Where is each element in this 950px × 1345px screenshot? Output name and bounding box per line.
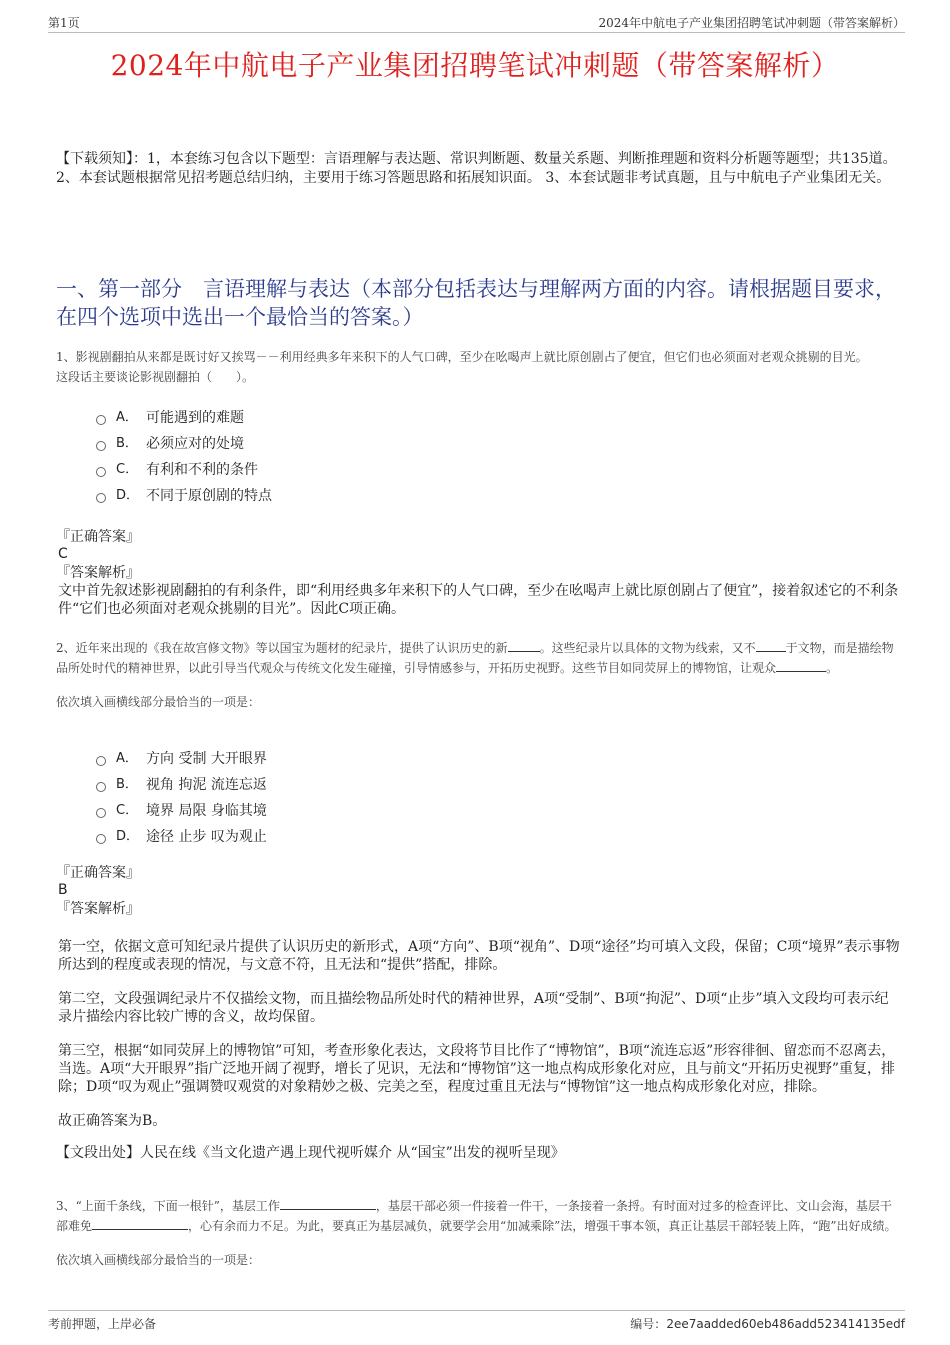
radio-icon[interactable] [96, 441, 106, 451]
question-2-stem: 2、近年来出现的《我在故宫修文物》等以国宝为题材的纪录片，提供了认识历史的新 。这些纪录片以具体的文物为线索，又不 于文物，而是描绘物品所处时代的精神世界，以此引导当代观众与传统文化发生碰撞，引导情感参与，开拓历史视野。这些节目如同荧屏上的博物馆，让观众 。 [56, 641, 894, 675]
radio-icon[interactable] [96, 834, 106, 844]
question-2-option-d[interactable]: D． 途径 止步 叹为观止 [96, 824, 267, 850]
header-doc-title: 2024年中航电子产业集团招聘笔试冲刺题（带答案解析） [598, 16, 905, 30]
question-2-option-b[interactable]: B． 视角 拘泥 流连忘返 [96, 772, 267, 798]
question-2-option-c[interactable]: C． 境界 局限 身临其境 [96, 798, 267, 824]
blank-line [776, 659, 826, 672]
radio-icon[interactable] [96, 756, 106, 766]
radio-icon[interactable] [96, 782, 106, 792]
page-header [48, 12, 905, 33]
analysis-paragraph-4: 故正确答案为B。 [58, 1113, 167, 1129]
radio-icon[interactable] [96, 467, 106, 477]
analysis-paragraph-1: 第一空，依据文意可知纪录片提供了认识历史的新形式，A项“方向”、B项“视角”、D项“途径”均可填入文段，保留；C项“境界”表示事物所达到的程度或表现的情况，与文意不符，且无法和“提供”搭配，排除。 [58, 939, 900, 973]
source-citation: 【文段出处】人民在线《当文化遗产遇上现代视听媒介 从“国宝”出发的视听呈现》 [56, 1145, 565, 1161]
question-1 [56, 347, 902, 387]
blank-line [280, 1197, 376, 1210]
analysis-paragraph-2: 第二空，文段强调纪录片不仅描绘文物，而且描绘物品所处时代的精神世界，A项“受制”、B项“拘泥”、D项“止步”填入文段均可表示纪录片描绘内容比较广博的含义，故均保留。 [58, 991, 889, 1025]
question-1-stem: 1、影视剧翻拍从来都是既讨好又挨骂－－利用经典多年来积下的人气口碑，至少在吆喝声上就比原创剧占了便宜，但它们也必须面对老观众挑剔的目光。 [56, 350, 868, 364]
page-number: 第1页 [48, 16, 80, 30]
question-1-prompt: 这段话主要谈论影视剧翻拍（ ）。 [56, 370, 255, 384]
question-2-answer-block [56, 864, 902, 1162]
question-1-options [96, 405, 272, 509]
radio-icon[interactable] [96, 808, 106, 818]
answer-label: 『正确答案』 [56, 865, 140, 881]
question-1-option-d[interactable]: D． 不同于原创剧的特点 [96, 483, 272, 509]
question-3-prompt: 依次填入画横线部分最恰当的一项是： [56, 1253, 261, 1267]
question-2-prompt: 依次填入画横线部分最恰当的一项是： [56, 695, 261, 709]
footer-slogan: 考前押题，上岸必备 [48, 1317, 157, 1331]
question-3 [56, 1196, 902, 1270]
download-notice: 【下载须知】：1，本套练习包含以下题型：言语理解与表达题、常识判断题、数量关系题、判断推理题和资料分析题等题型；共135道。 2、本套试题根据常见招考题总结归纳，主要用于练习答题思路和拓展知识面。 3、本套试题非考试真题，且与中航电子产业集团无关。 [56, 151, 897, 186]
question-1-option-a[interactable]: A． 可能遇到的难题 [96, 405, 272, 431]
answer-label: 『正确答案』 [56, 529, 140, 545]
section-title: 一、第一部分 言语理解与表达（本部分包括表达与理解两方面的内容。请根据题目要求，在四个选项中选出一个最恰当的答案。） [56, 277, 896, 329]
analysis-label: 『答案解析』 [56, 565, 140, 581]
analysis-label: 『答案解析』 [56, 901, 140, 917]
question-1-option-c[interactable]: C． 有利和不利的条件 [96, 457, 272, 483]
blank-line [756, 639, 786, 652]
footer-code: 编号：2ee7aadded60eb486add523414135edf [630, 1317, 905, 1331]
question-2-options [96, 746, 267, 850]
analysis-paragraph-3: 第三空，根据“如同荧屏上的博物馆”可知，考查形象化表达，文段将节目比作了“博物馆”，B项“流连忘返”形容徘徊、留恋而不忍离去，当选。A项“大开眼界”指广泛地开阔了视野，增长了见识，无法和“博物馆”这一地点构成形象化对应，且与前文“开拓历史视野”重复，排除；D项“叹为观止”强调赞叹观赏的对象精妙之极、完美之至，程度过重且无法与“博物馆”这一地点构成形象化对应，排除。 [58, 1043, 896, 1095]
radio-icon[interactable] [96, 493, 106, 503]
blank-line [92, 1217, 188, 1230]
blank-line [508, 639, 540, 652]
answer-value: C [58, 546, 68, 562]
question-2 [56, 638, 902, 712]
analysis-text: 文中首先叙述影视剧翻拍的有利条件，即“利用经典多年来积下的人气口碑，至少在吆喝声上就比原创剧占了便宜”，接着叙述它的不利条件“它们也必须面对老观众挑剔的目光”。因此C项正确。 [58, 583, 899, 617]
question-3-stem: 3、“上面千条线，下面一根针”，基层工作 ，基层干部必须一件接着一件干，一条接着一条捋。有时面对过多的检查评比、文山会海，基层干部难免 ，心有余而力不足。为此，要真正为基层减负，就要学会用“加减乘除”法，增强干事本领，真正让基层干部轻装上阵，“跑”出好成绩。 [56, 1199, 897, 1233]
document-title: 2024年中航电子产业集团招聘笔试冲刺题（带答案解析） [110, 49, 840, 82]
answer-value: B [58, 882, 68, 898]
question-1-answer-block [56, 528, 902, 618]
question-2-option-a[interactable]: A． 方向 受制 大开眼界 [96, 746, 267, 772]
question-1-option-b[interactable]: B． 必须应对的处境 [96, 431, 272, 457]
radio-icon[interactable] [96, 415, 106, 425]
page-footer [48, 1310, 905, 1331]
